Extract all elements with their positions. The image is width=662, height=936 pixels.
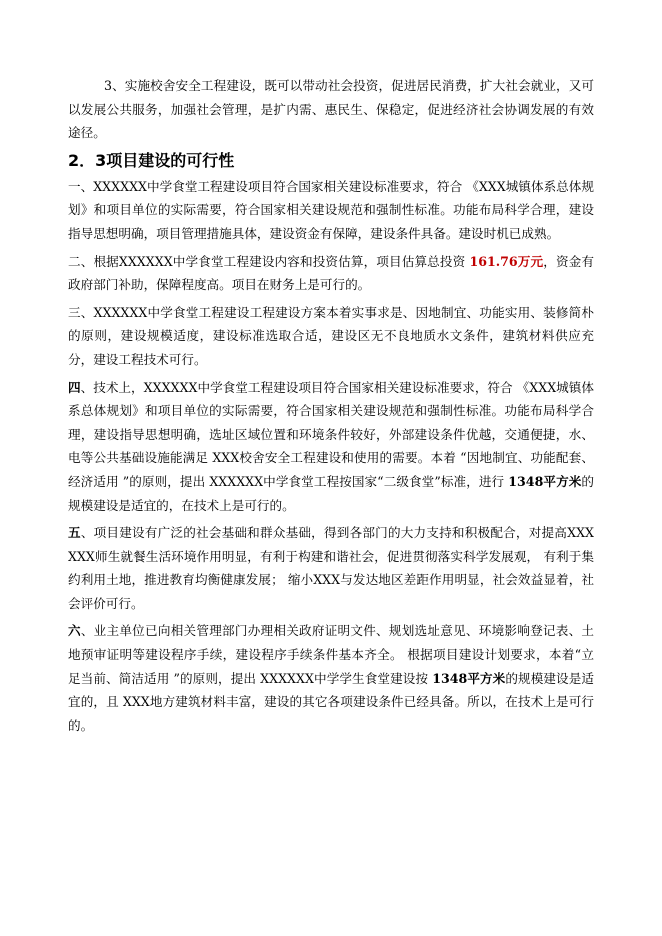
paragraph-2-text-before: 二、根据XXXXXX中学食堂工程建设内容和投资估算，项目估算总投资 <box>68 253 470 269</box>
paragraph-6-lead: 六 <box>68 623 81 639</box>
paragraph-6-text-before: 、业主单位已向相关管理部门办理相关政府证明文件、规划选址意见、环境影响登记表、土地预审证明等建设程序手续，建设程序手续条件基本齐全。 根据项目建设计划要求，本着“立足当前、简洁适用 ”的原则，提出 XXXXXX中学学生食堂建设按 <box>68 623 595 686</box>
building-area: 1348平方米 <box>508 473 582 489</box>
section-heading: 2．3项目建设的可行性 <box>68 150 235 170</box>
paragraph-4-lead: 四 <box>68 379 81 395</box>
paragraph-4 <box>68 376 594 518</box>
investment-amount: 161.76万元 <box>469 253 544 269</box>
document-body <box>68 74 594 737</box>
paragraph-6-text-after: 的规模建设是适宜的，且 XXX地方建筑材料丰富，建设的其它各项建设条件已经具备。所以，在技术上是可行的。 <box>68 670 595 733</box>
intro-paragraph: 3、实施校舍安全工程建设，既可以带动社会投资，促进居民消费，扩大社会就业，又可以发展公共服务，加强社会管理，是扩内需、惠民生、保稳定，促进经济社会协调发展的有效途径。 <box>68 78 594 141</box>
paragraph-5-text: 、项目建设有广泛的社会基础和群众基础，得到各部门的大力支持和积极配合，对提高XXXXXX师生就餐生活环境作用明显，有利于构建和谐社会，促进贯彻落实科学发展观， 有利于集约利用土地，推进教育均衡健康发展； 缩小XXX与发达地区差距作用明显，社会效益显着，社会评价可行。 <box>68 525 595 611</box>
paragraph-2-text-after: ，资金有政府部门补助，保障程度高。项目在财务上是可行的。 <box>68 253 594 293</box>
paragraph-3: 三、XXXXXX中学食堂工程建设工程建设方案本着实事求是、因地制宜、功能实用、装修简朴的原则，建设规模适度，建设标准选取合适，建设区无不良地质水文条件，建筑材料供应充分，建设工程技术可行。 <box>68 304 594 367</box>
paragraph-1: 一、XXXXXX中学食堂工程建设项目符合国家相关建设标准要求，符合 《XXX城镇体系总体规划》和项目单位的实际需要，符合国家相关建设规范和强制性标准。功能布局科学合理，建设指导思想明确，项目管理措施具体，建设资金有保障，建设条件具备。建设时机已成熟。 <box>68 178 594 241</box>
paragraph-5-lead: 五 <box>68 525 81 541</box>
building-area-2: 1348平方米 <box>432 670 506 686</box>
paragraph-2 <box>68 250 594 297</box>
paragraph-6 <box>68 619 594 737</box>
paragraph-4-text-after: 的规模建设是适宜的，在技术上是可行的。 <box>68 473 594 513</box>
paragraph-5 <box>68 521 594 615</box>
paragraph-4-text-before: 、技术上，XXXXXX中学食堂工程建设项目符合国家相关建设标准要求，符合 《XXX城镇体系总体规划》和项目单位的实际需要，符合国家相关建设规范和强制性标准。功能布局科学合理，建设指导思想明确，选址区域位置和环境条件较好，外部建设条件优越，交通便捷，水、电等公共基础设施能满足 XXX校舍安全工程建设和使用的需要。本着 “因地制宜、功能配套、经济适用 ”的原则，提出 XXXXXX中学食堂工程按国家“二级食堂”标准，进行 <box>68 379 594 489</box>
